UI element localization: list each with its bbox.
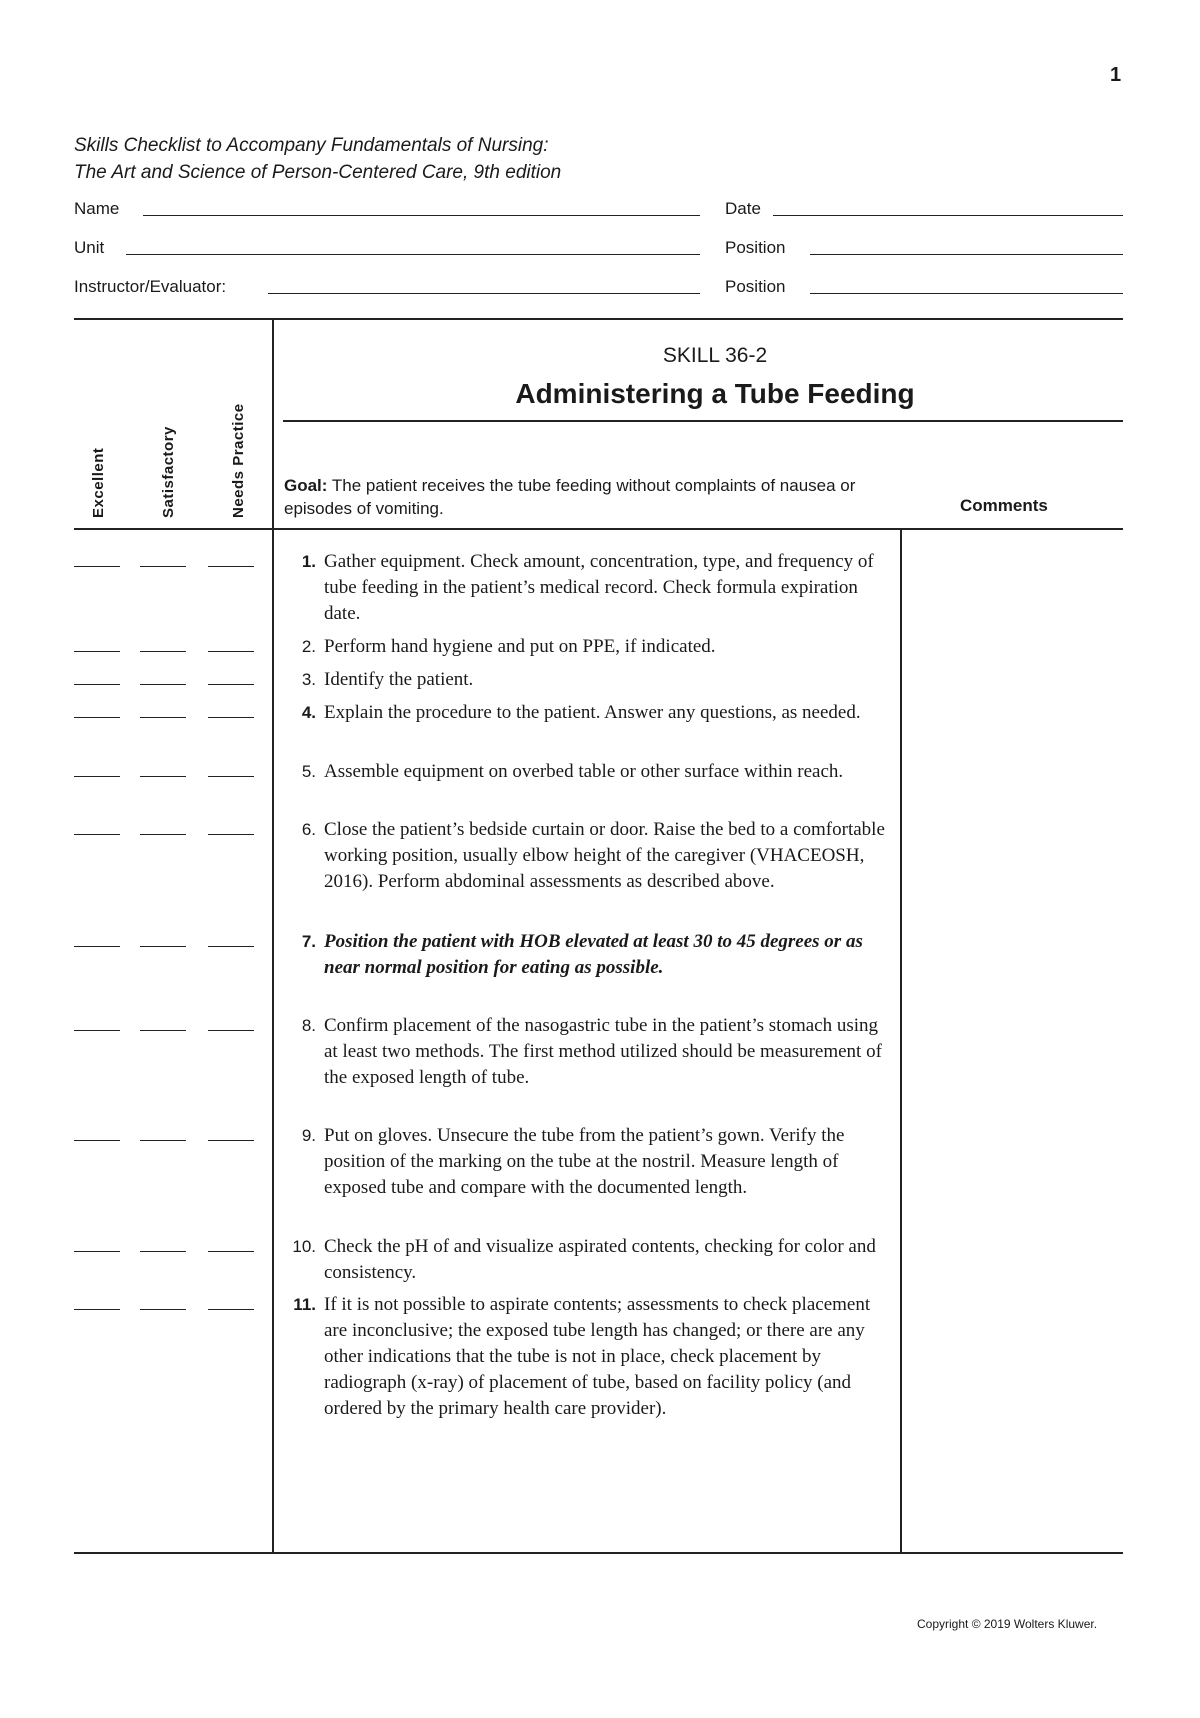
book-title-line-1: Skills Checklist to Accompany Fundamentals of Nursing: [74, 135, 549, 156]
step-text: Put on gloves. Unsecure the tube from the patient’s gown. Verify the position of the marking on the tube at the nostril. Measure length of exposed tube and compare with the documented length. [324, 1125, 845, 1198]
page-number: 1 [1110, 64, 1122, 86]
satisfactory-blank[interactable] [140, 776, 186, 777]
satisfactory-blank[interactable] [140, 1030, 186, 1031]
needs-practice-blank[interactable] [208, 834, 254, 835]
step-number: 11. [293, 1295, 316, 1314]
needs-practice-blank[interactable] [208, 1030, 254, 1031]
position-field-1[interactable] [810, 254, 1123, 255]
copyright-notice: Copyright © 2019 Wolters Kluwer. [917, 1617, 1098, 1631]
step-number: 2. [301, 637, 316, 656]
excellent-blank[interactable] [74, 946, 120, 947]
satisfactory-blank[interactable] [140, 946, 186, 947]
satisfactory-blank[interactable] [140, 684, 186, 685]
step-number: 7. [301, 932, 316, 951]
step-number: 5. [301, 762, 316, 781]
step-number: 8. [301, 1016, 316, 1035]
step-number: 10. [292, 1237, 316, 1256]
step-text: Confirm placement of the nasogastric tube in the patient’s stomach using at least two methods. The first method utilized should be measurement of the exposed length of tube. [324, 1015, 882, 1088]
step-8 [284, 1013, 894, 1091]
excellent-blank[interactable] [74, 1309, 120, 1310]
step-text: If it is not possible to aspirate contents; assessments to check placement are inconclusive; the exposed tube length has changed; or there are any other indications that the tube is not in place, check placement by radiograph (x-ray) of placement of tube, based on facility policy (and ordered by the primary health care provider). [324, 1294, 871, 1419]
position-label-1: Position [725, 238, 786, 257]
date-field[interactable] [773, 215, 1123, 216]
excellent-blank[interactable] [74, 834, 120, 835]
step-text: Close the patient’s bedside curtain or door. Raise the bed to a comfortable working position, usually elbow height of the caregiver (VHACEOSH, 2016). Perform abdominal assessments as described above. [324, 819, 885, 892]
excellent-blank[interactable] [74, 1140, 120, 1141]
step-9 [284, 1123, 894, 1201]
skill-title: Administering a Tube Feeding [515, 378, 915, 409]
name-label: Name [74, 199, 120, 218]
position-label-2: Position [725, 277, 786, 296]
step-text: Perform hand hygiene and put on PPE, if indicated. [324, 636, 716, 657]
position-field-2[interactable] [810, 293, 1123, 294]
excellent-blank[interactable] [74, 1251, 120, 1252]
excellent-blank[interactable] [74, 776, 120, 777]
instructor-field[interactable] [268, 293, 700, 294]
excellent-blank[interactable] [74, 651, 120, 652]
rating-column-divider [272, 319, 274, 1553]
step-2 [284, 634, 894, 660]
unit-label: Unit [74, 238, 105, 257]
step-10 [284, 1234, 894, 1286]
step-text: Position the patient with HOB elevated at least 30 to 45 degrees or as near normal position for eating as possible. [324, 931, 863, 978]
excellent-blank[interactable] [74, 1030, 120, 1031]
book-title [74, 132, 561, 186]
goal-statement [284, 474, 924, 520]
needs-practice-blank[interactable] [208, 651, 254, 652]
satisfactory-blank[interactable] [140, 834, 186, 835]
comments-column-divider [900, 529, 902, 1553]
step-1 [284, 549, 894, 627]
unit-field[interactable] [126, 254, 700, 255]
goal-label: Goal: [284, 476, 328, 495]
step-number: 4. [301, 703, 316, 722]
needs-practice-blank[interactable] [208, 684, 254, 685]
needs-practice-blank[interactable] [208, 717, 254, 718]
skill-number: SKILL 36-2 [662, 344, 768, 367]
satisfactory-blank[interactable] [140, 651, 186, 652]
table-top-rule [74, 318, 1123, 320]
needs-practice-blank[interactable] [208, 776, 254, 777]
step-7 [284, 929, 894, 981]
satisfactory-blank[interactable] [140, 566, 186, 567]
needs-practice-blank[interactable] [208, 566, 254, 567]
goal-text: The patient receives the tube feeding without complaints of nausea or episodes of vomiting. [284, 476, 856, 518]
step-number: 3. [301, 670, 316, 689]
satisfactory-blank[interactable] [140, 1309, 186, 1310]
instructor-label: Instructor/Evaluator: [74, 277, 227, 296]
needs-practice-blank[interactable] [208, 946, 254, 947]
excellent-blank[interactable] [74, 566, 120, 567]
step-4 [284, 700, 894, 726]
book-title-line-2: The Art and Science of Person-Centered Care, 9th edition [74, 162, 562, 183]
step-3 [284, 667, 894, 693]
step-5 [284, 759, 894, 785]
needs-practice-blank[interactable] [208, 1251, 254, 1252]
step-number: 1. [301, 552, 316, 571]
name-field[interactable] [143, 215, 700, 216]
excellent-blank[interactable] [74, 684, 120, 685]
header-bottom-rule [74, 528, 1123, 530]
step-text: Explain the procedure to the patient. Answer any questions, as needed. [324, 702, 861, 723]
step-6 [284, 817, 894, 895]
step-11 [284, 1292, 894, 1422]
step-number: 9. [301, 1126, 316, 1145]
needs-practice-blank[interactable] [208, 1140, 254, 1141]
satisfactory-blank[interactable] [140, 717, 186, 718]
title-underline-rule [283, 420, 1123, 422]
step-number: 6. [301, 820, 316, 839]
satisfactory-blank[interactable] [140, 1251, 186, 1252]
date-label: Date [725, 199, 761, 218]
step-text: Identify the patient. [324, 669, 474, 690]
excellent-blank[interactable] [74, 717, 120, 718]
table-bottom-rule [74, 1552, 1123, 1554]
step-text: Gather equipment. Check amount, concentration, type, and frequency of tube feeding in the patient’s medical record. Check formula expiration date. [324, 551, 874, 624]
step-text: Assemble equipment on overbed table or other surface within reach. [324, 761, 844, 782]
step-text: Check the pH of and visualize aspirated contents, checking for color and consistency. [324, 1236, 876, 1283]
comments-header: Comments [960, 496, 1048, 515]
needs-practice-blank[interactable] [208, 1309, 254, 1310]
satisfactory-blank[interactable] [140, 1140, 186, 1141]
